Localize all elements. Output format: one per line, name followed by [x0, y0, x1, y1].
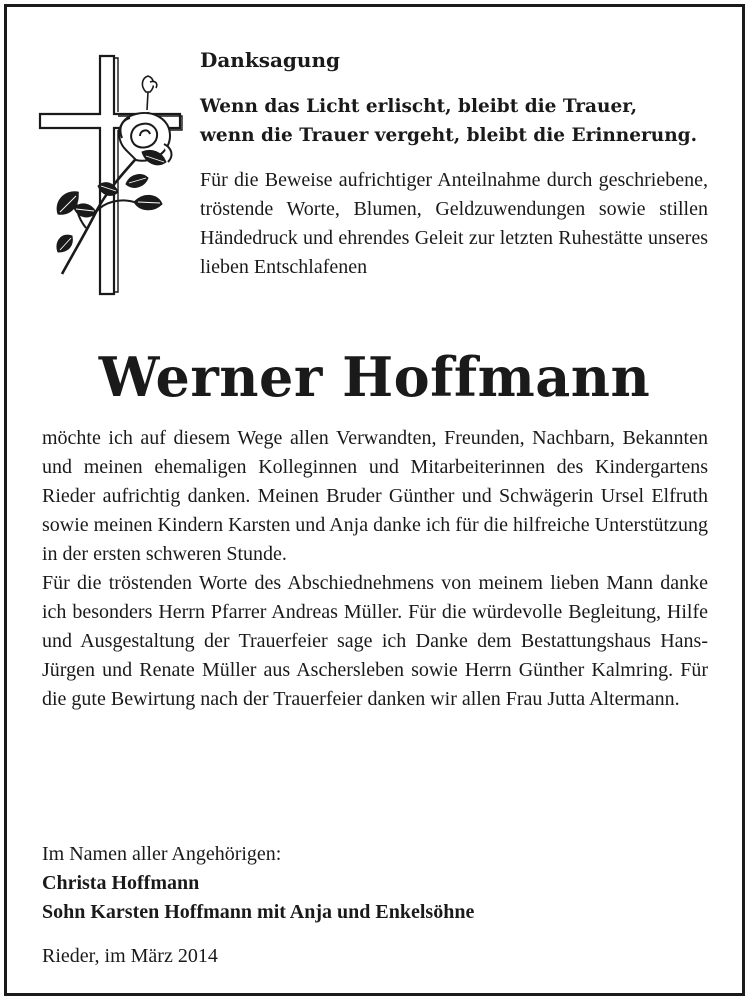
cross-with-rose-icon	[34, 52, 184, 297]
notice-title: Danksagung	[200, 48, 340, 72]
signature-name-2: Sohn Karsten Hoffmann mit Anja und Enkelsöhne	[42, 901, 475, 923]
motto-quote	[200, 92, 697, 150]
deceased-name: Werner Hoffmann	[98, 345, 651, 409]
thanks-body	[42, 424, 708, 714]
motto-line-2: wenn die Trauer vergeht, bleibt die Erinnerung.	[200, 125, 698, 146]
signature-intro: Im Namen aller Angehörigen:	[42, 843, 282, 865]
thanks-paragraph-1: möchte ich auf diesem Wege allen Verwandten, Freunden, Nachbarn, Bekannten und meinen ehemaligen Kolleginnen und Mitarbeiterinnen des Kindergartens Rieder aufrichtig danken. Meinen Bruder Günther und Schwägerin Ursel Elfruth sowie meinen Kindern Karsten und Anja danke ich für die hilfreiche Unterstützung in der ersten schweren Stunde.	[42, 427, 708, 565]
signature-name-1: Christa Hoffmann	[42, 872, 200, 894]
signature-block	[42, 840, 474, 927]
thanks-paragraph-2: Für die tröstenden Worte des Abschiednehmens von meinem lieben Mann danke ich besonders Herrn Pfarrer Andreas Müller. Für die würdevolle Begleitung, Hilfe und Ausgestaltung der Trauerfeier sage ich Danke dem Bestattungshaus Hans-Jürgen und Renate Müller aus Aschersleben sowie Herrn Günther Kalmring. Für die gute Bewirtung nach der Trauerfeier danken wir allen Frau Jutta Altermann.	[42, 572, 708, 710]
motto-line-1: Wenn das Licht erlischt, bleibt die Trauer,	[200, 96, 638, 117]
intro-paragraph: Für die Beweise aufrichtiger Anteilnahme durch geschriebene, tröstende Worte, Blumen, Geldzuwendungen sowie stillen Händedruck und ehrendes Geleit zur letzten Ruhestätte unseres lieben Entschlafenen	[200, 169, 708, 278]
place-date: Rieder, im März 2014	[42, 945, 218, 967]
